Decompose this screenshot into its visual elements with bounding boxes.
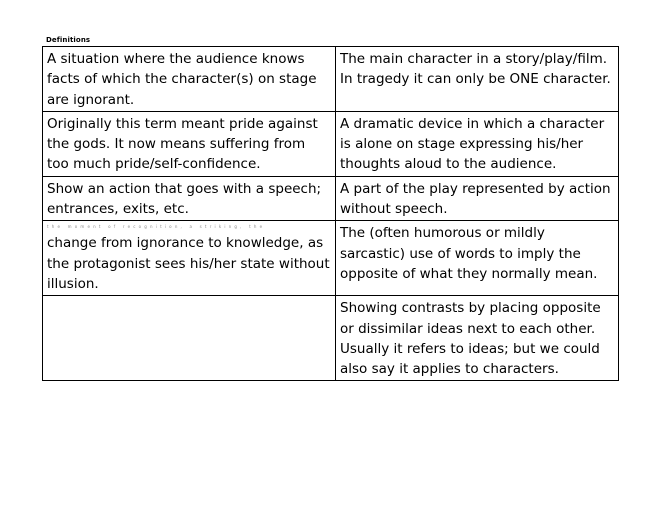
definition-text: change from ignorance to knowledge, as the protagonist sees his/her state without illusion. (47, 235, 330, 292)
definition-cell: Show an action that goes with a speech; entrances, exits, etc. (43, 176, 336, 221)
definition-cell: The main character in a story/play/film. In tragedy it can only be ONE character. (336, 47, 619, 112)
definition-cell (43, 221, 336, 296)
definition-cell: Showing contrasts by placing opposite or dissimilar ideas next to each other. Usually it refers to ideas; but we could also say it applies to characters. (336, 296, 619, 381)
table-row (43, 221, 619, 296)
table-row (43, 111, 619, 176)
definition-cell: A situation where the audience knows facts of which the character(s) on stage are ignorant. (43, 47, 336, 112)
faded-text-line: the moment of recognition, a striking, the (47, 224, 266, 230)
document-heading: Definitions (46, 36, 91, 44)
definition-cell: Originally this term meant pride against the gods. It now means suffering from too much pride/self-confidence. (43, 111, 336, 176)
definitions-table (42, 46, 619, 381)
definition-cell: A part of the play represented by action without speech. (336, 176, 619, 221)
empty-cell (43, 296, 336, 381)
table-row (43, 296, 619, 381)
definition-cell: The (often humorous or mildly sarcastic) use of words to imply the opposite of what they normally mean. (336, 221, 619, 296)
definition-cell: A dramatic device in which a character is alone on stage expressing his/her thoughts aloud to the audience. (336, 111, 619, 176)
table-row (43, 176, 619, 221)
table-row (43, 47, 619, 112)
